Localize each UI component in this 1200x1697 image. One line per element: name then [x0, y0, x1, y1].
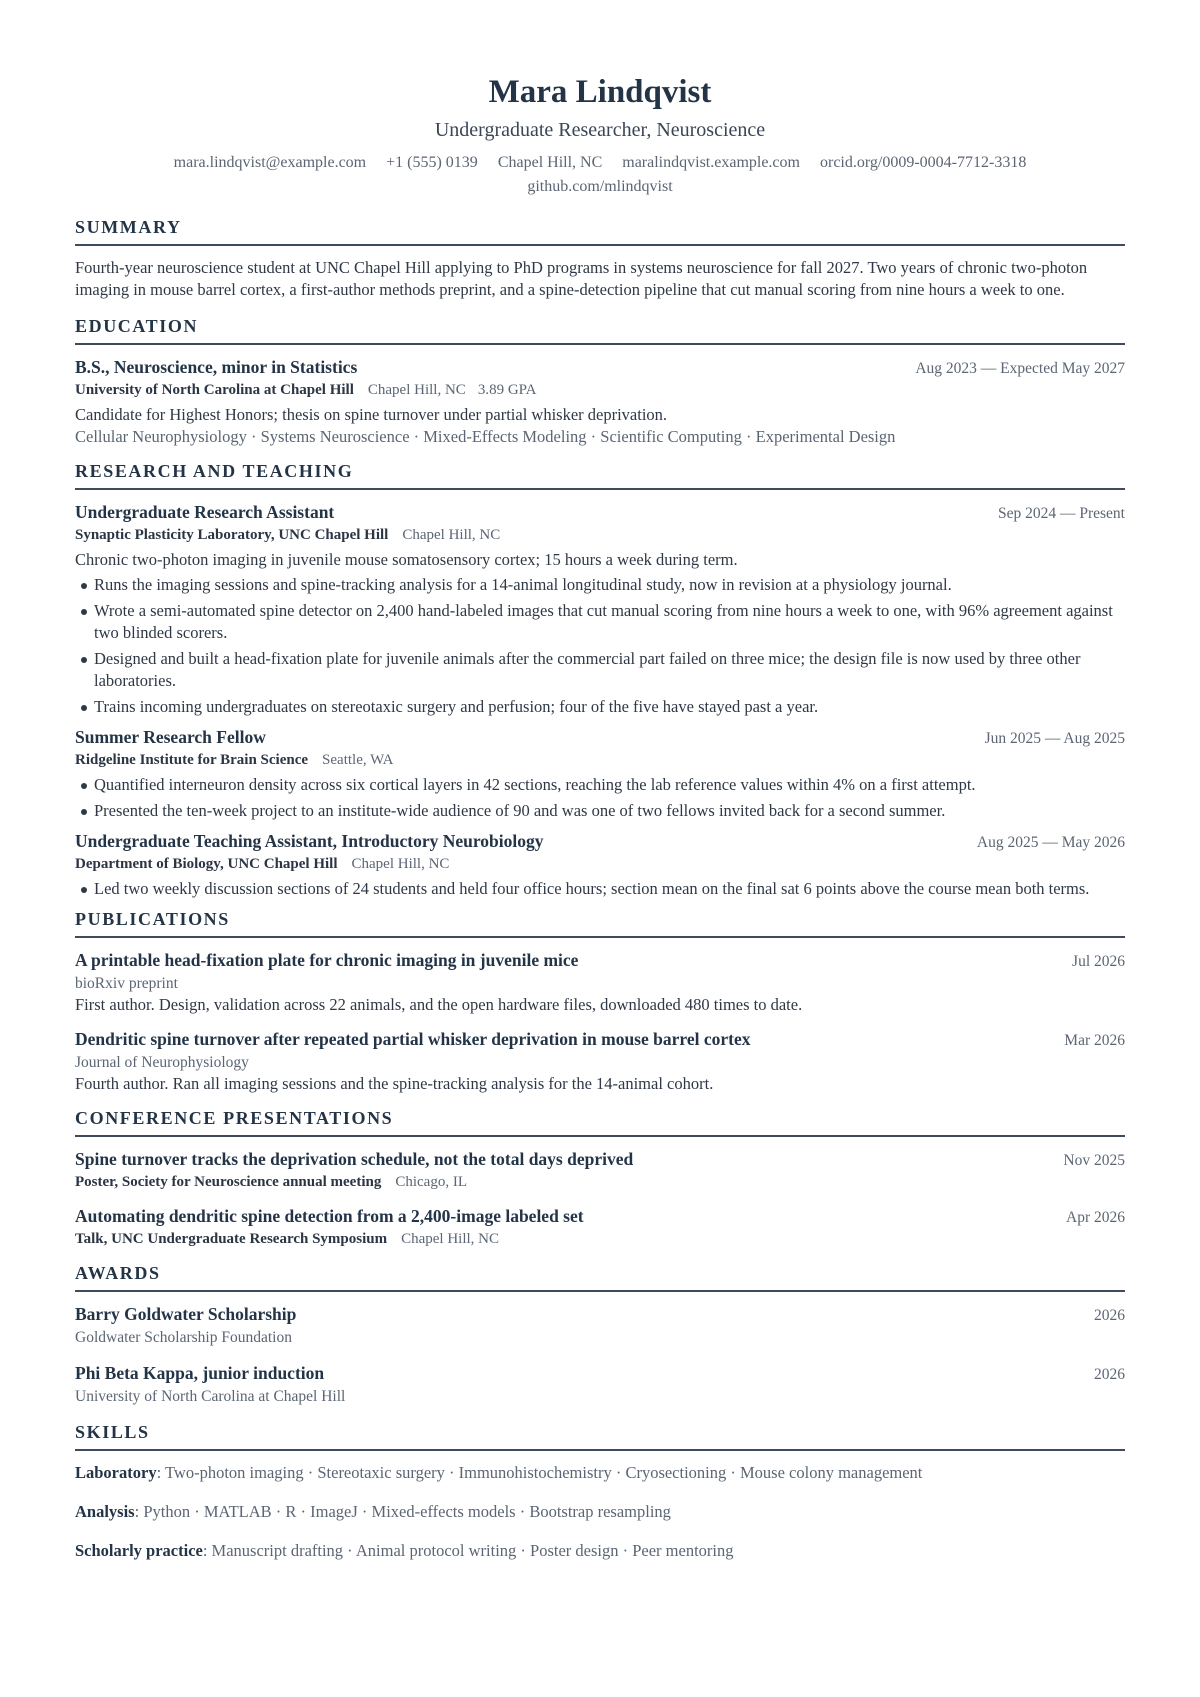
resume-header — [75, 0, 1125, 198]
award-org: University of North Carolina at Chapel Hill — [75, 1388, 346, 1405]
skill-values: : Two-photon imaging · Stereotaxic surgery · Immunohistochemistry · Cryosectioning · Mouse colony management — [156, 1463, 923, 1482]
contact-phone: +1 (555) 0139 — [386, 154, 478, 171]
job-org: Synaptic Plasticity Laboratory, UNC Chapel Hill — [75, 527, 389, 543]
section-title: SUMMARY — [75, 216, 1125, 246]
contact-orcid: orcid.org/0009-0004-7712-3318 — [819, 154, 1027, 171]
contact-email: mara.lindqvist@example.com — [173, 154, 367, 171]
job-description: Chronic two-photon imaging in juvenile mouse somatosensory cortex; 15 hours a week during term. — [75, 550, 738, 569]
section-title: CONFERENCE PRESENTATIONS — [75, 1107, 1125, 1137]
job-org: Department of Biology, UNC Chapel Hill — [75, 856, 338, 872]
education-section — [75, 315, 1125, 448]
job-entry — [75, 726, 1125, 822]
candidate-subtitle: Undergraduate Researcher, Neuroscience — [434, 119, 766, 141]
job-bullets — [75, 574, 1125, 718]
job-entry — [75, 501, 1125, 718]
presentation-date: Nov 2025 — [1063, 1152, 1125, 1169]
skill-row — [75, 1501, 1125, 1523]
publication-date: Mar 2026 — [1064, 1032, 1125, 1049]
bullet-item: Presented the ten-week project to an institute-wide audience of 90 and was one of two fellows invited back for a second summer. — [75, 800, 1125, 822]
publication-note: Fourth author. Ran all imaging sessions and the spine-tracking analysis for the 14-animal cohort. — [75, 1074, 714, 1093]
coursework: Cellular Neurophysiology · Systems Neuroscience · Mixed-Effects Modeling · Scientific Computing · Experimental Design — [75, 427, 896, 446]
presentation-title: Spine turnover tracks the deprivation schedule, not the total days deprived — [75, 1149, 634, 1169]
publication-date: Jul 2026 — [1072, 953, 1125, 970]
skill-row — [75, 1462, 1125, 1484]
awards-section — [75, 1262, 1125, 1407]
presentation-date: Apr 2026 — [1066, 1209, 1125, 1226]
conferences-section — [75, 1107, 1125, 1250]
presentation-location: Chapel Hill, NC — [401, 1231, 500, 1247]
publication-entry — [75, 949, 1125, 1016]
presentation-event: Poster, Society for Neuroscience annual meeting — [75, 1174, 382, 1190]
award-name: Phi Beta Kappa, junior induction — [75, 1363, 325, 1383]
presentation-event-line — [75, 1172, 1125, 1193]
award-org: Goldwater Scholarship Foundation — [75, 1329, 292, 1346]
bullet-item: Wrote a semi-automated spine detector on 2,400 hand-labeled images that cut manual scoring from nine hours a week to one, with 96% agreement against two blinded scorers. — [75, 600, 1125, 644]
honors-text: Candidate for Highest Honors; thesis on spine turnover under partial whisker deprivation. — [75, 405, 668, 424]
skill-label: Analysis — [75, 1502, 135, 1521]
summary-section — [75, 216, 1125, 301]
presentation-title: Automating dendritic spine detection from a 2,400-image labeled set — [75, 1206, 584, 1226]
education-school-line — [75, 380, 1125, 401]
job-org-line — [75, 750, 1125, 771]
education-dates: Aug 2023 — Expected May 2027 — [915, 360, 1125, 377]
job-bullets — [75, 878, 1125, 900]
job-dates: Sep 2024 — Present — [997, 505, 1125, 522]
publication-note: First author. Design, validation across 22 animals, and the open hardware files, downloaded 480 times to date. — [75, 995, 803, 1014]
presentation-event: Talk, UNC Undergraduate Research Symposium — [75, 1231, 388, 1247]
bullet-item: Led two weekly discussion sections of 24 students and held four office hours; section mean on the final sat 6 points above the course mean both terms. — [75, 878, 1125, 900]
bullet-item: Quantified interneuron density across six cortical layers in 42 sections, reaching the lab reference values within 4% on a first attempt. — [75, 774, 1125, 796]
job-role: Undergraduate Teaching Assistant, Introductory Neurobiology — [75, 831, 544, 851]
job-location: Chapel Hill, NC — [351, 856, 450, 872]
job-location: Seattle, WA — [322, 752, 394, 768]
publication-venue: bioRxiv preprint — [75, 975, 178, 992]
research-section — [75, 460, 1125, 900]
section-title: AWARDS — [75, 1262, 1125, 1292]
job-dates: Jun 2025 — Aug 2025 — [984, 730, 1125, 747]
publications-section — [75, 908, 1125, 1095]
publication-venue: Journal of Neurophysiology — [75, 1054, 249, 1071]
publication-title: Dendritic spine turnover after repeated partial whisker deprivation in mouse barrel cortex — [75, 1029, 751, 1049]
gpa: 3.89 GPA — [477, 382, 537, 398]
degree-title: B.S., Neuroscience, minor in Statistics — [75, 357, 358, 377]
skills-section — [75, 1421, 1125, 1562]
skill-row — [75, 1540, 1125, 1562]
presentation-event-line — [75, 1229, 1125, 1250]
candidate-name: Mara Lindqvist — [488, 74, 712, 110]
job-bullets — [75, 774, 1125, 822]
contact-github: github.com/mlindqvist — [527, 178, 673, 195]
job-entry — [75, 830, 1125, 900]
school-name: University of North Carolina at Chapel Hill — [75, 382, 354, 398]
job-dates: Aug 2025 — May 2026 — [976, 834, 1125, 851]
presentation-entry — [75, 1205, 1125, 1250]
school-location: Chapel Hill, NC — [367, 382, 466, 398]
contact-location: Chapel Hill, NC — [497, 154, 603, 171]
bullet-item: Trains incoming undergraduates on stereotaxic surgery and perfusion; four of the five have stayed past a year. — [75, 696, 1125, 718]
presentation-entry — [75, 1148, 1125, 1193]
job-role: Summer Research Fellow — [75, 727, 266, 747]
award-entry — [75, 1362, 1125, 1407]
summary-text: Fourth-year neuroscience student at UNC Chapel Hill applying to PhD programs in systems neuroscience for fall 2027. Two years of chronic two-photon imaging in mouse barrel cortex, a first-author methods preprint, and a spine-detection pipeline that cut manual scoring from nine hours a week to one. — [75, 258, 1088, 299]
award-name: Barry Goldwater Scholarship — [75, 1304, 297, 1324]
education-entry — [75, 356, 1125, 448]
job-role: Undergraduate Research Assistant — [75, 502, 335, 522]
section-title: RESEARCH AND TEACHING — [75, 460, 1125, 490]
skill-label: Scholarly practice — [75, 1541, 203, 1560]
award-year: 2026 — [1094, 1307, 1125, 1324]
skill-values: : Manuscript drafting · Animal protocol writing · Poster design · Peer mentoring — [202, 1541, 734, 1560]
job-org: Ridgeline Institute for Brain Science — [75, 752, 309, 768]
contact-website: maralindqvist.example.com — [622, 154, 800, 171]
section-title: PUBLICATIONS — [75, 908, 1125, 938]
award-year: 2026 — [1094, 1366, 1125, 1383]
job-org-line — [75, 854, 1125, 875]
presentation-location: Chicago, IL — [395, 1174, 467, 1190]
award-entry — [75, 1303, 1125, 1348]
bullet-item: Designed and built a head-fixation plate for juvenile animals after the commercial part failed on three mice; the design file is now used by three other laboratories. — [75, 648, 1125, 692]
job-org-line — [75, 525, 1125, 546]
section-title: EDUCATION — [75, 315, 1125, 345]
bullet-item: Runs the imaging sessions and spine-tracking analysis for a 14-animal longitudinal study, now in revision at a physiology journal. — [75, 574, 1125, 596]
skill-values: : Python · MATLAB · R · ImageJ · Mixed-effects models · Bootstrap resampling — [134, 1502, 671, 1521]
skill-label: Laboratory — [75, 1463, 157, 1482]
job-location: Chapel Hill, NC — [402, 527, 501, 543]
contact-row — [75, 150, 1125, 176]
section-title: SKILLS — [75, 1421, 1125, 1451]
publication-title: A printable head-fixation plate for chronic imaging in juvenile mice — [75, 950, 579, 970]
publication-entry — [75, 1028, 1125, 1095]
